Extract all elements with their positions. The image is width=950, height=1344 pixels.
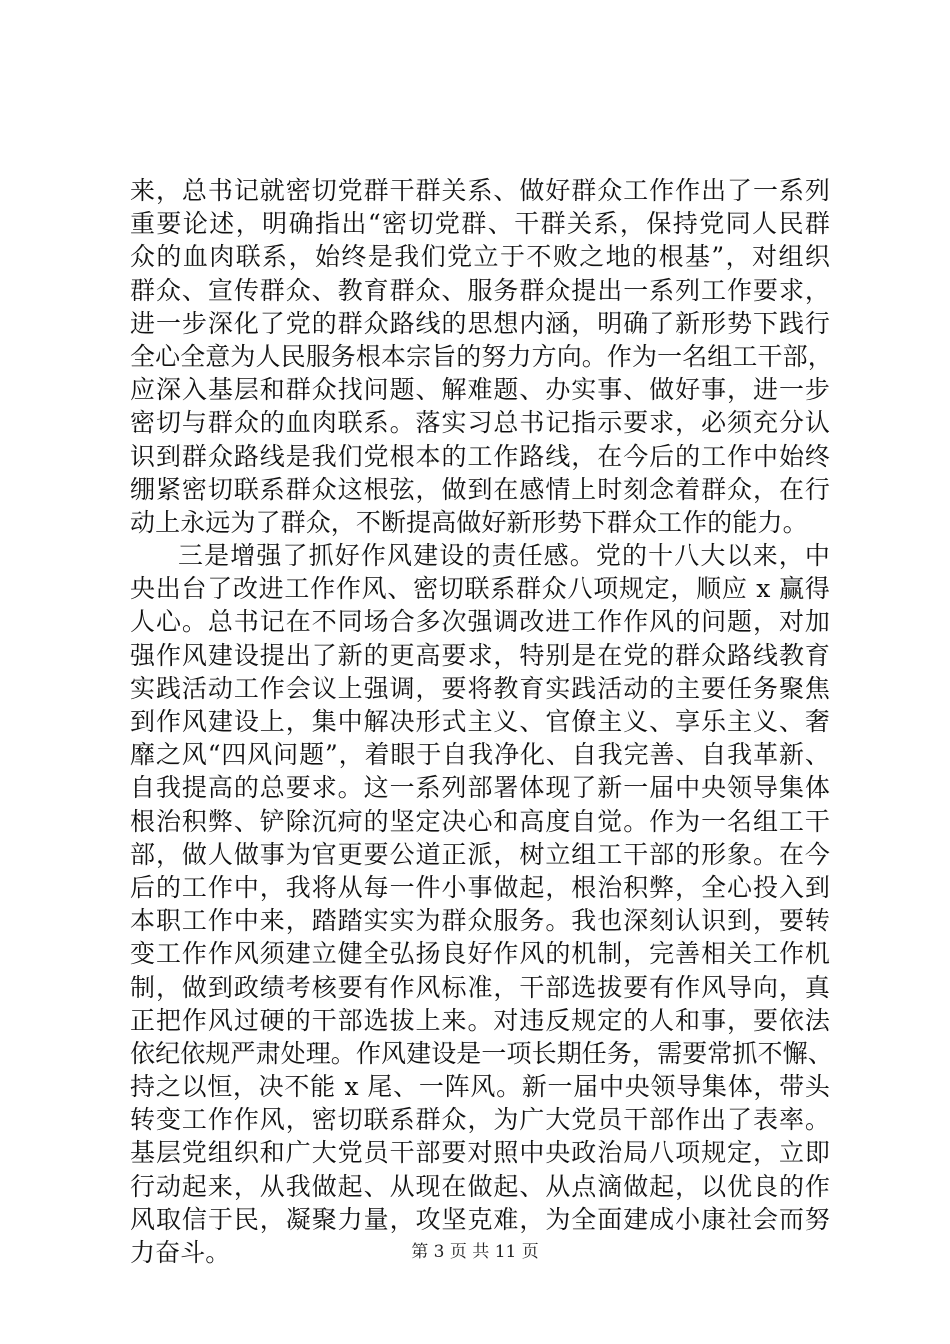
text-line: 实践活动工作会议上强调，要将教育实践活动的主要任务聚焦	[130, 673, 830, 703]
text-line: 到作风建设上，集中解决形式主义、官僚主义、享乐主义、奢	[130, 707, 830, 736]
text-line: 进一步深化了党的群众路线的思想内涵，明确了新形势下践行	[130, 308, 830, 338]
text-line: 正把作风过硬的干部选拔上来。对违反规定的人和事，要依法	[130, 1005, 830, 1035]
text-line: 众的血肉联系，始终是我们党立于不败之地的根基”，对组织	[130, 242, 830, 272]
body-text	[130, 174, 833, 1269]
text-line: 强作风建设提出了新的更高要求，特别是在党的群众路线教育	[130, 640, 830, 670]
text-line: 本职工作中来，踏踏实实为群众服务。我也深刻认识到，要转	[130, 906, 830, 936]
text-line: 自我提高的总要求。这一系列部署体现了新一届中央领导集体	[130, 773, 830, 803]
text-line: 央出台了改进工作作风、密切联系群众八项规定，顺应 x 赢得	[130, 574, 830, 604]
text-line: 基层党组织和广大党员干部要对照中央政治局八项规定，立即	[130, 1138, 830, 1168]
text-line: 密切与群众的血肉联系。落实习总书记指示要求，必须充分认	[130, 408, 830, 438]
text-line: 动上永远为了群众，不断提高做好新形势下群众工作的能力。	[130, 507, 808, 537]
page-number-footer: 第 3 页 共 11 页	[411, 1242, 539, 1262]
text-line: 人心。总书记在不同场合多次强调改进工作作风的问题，对加	[130, 607, 830, 637]
text-line: 变工作作风须建立健全弘扬良好作风的机制，完善相关工作机	[130, 939, 830, 969]
text-line: 群众、宣传群众、教育群众、服务群众提出一系列工作要求，	[130, 275, 830, 305]
text-line: 力奋斗。	[130, 1238, 231, 1267]
text-line: 部，做人做事为官更要公道正派，树立组工干部的形象。在今	[130, 839, 830, 869]
text-line: 行动起来，从我做起、从现在做起、从点滴做起，以优良的作	[130, 1171, 830, 1201]
text-line: 来，总书记就密切党群干群关系、做好群众工作作出了一系列	[130, 176, 830, 205]
text-line: 根治积弊、铲除沉疴的坚定决心和高度自觉。作为一名组工干	[130, 806, 830, 836]
text-line: 绷紧密切联系群众这根弦，做到在感情上时刻念着群众，在行	[130, 474, 830, 504]
text-line: 后的工作中，我将从每一件小事做起，根治积弊，全心投入到	[130, 872, 830, 902]
paragraph-first-line: 三是增强了抓好作风建设的责任感。党的十八大以来，中	[178, 541, 830, 571]
text-line: 应深入基层和群众找问题、解难题、办实事、做好事，进一步	[130, 375, 830, 405]
text-line: 依纪依规严肃处理。作风建设是一项长期任务，需要常抓不懈、	[130, 1038, 833, 1068]
text-line: 重要论述，明确指出“密切党群、干群关系，保持党同人民群	[130, 209, 830, 239]
text-line: 制，做到政绩考核要有作风标准，干部选拔要有作风导向，真	[130, 972, 830, 1002]
text-line: 持之以恒，决不能 x 尾、一阵风。新一届中央领导集体，带头	[130, 1072, 830, 1102]
text-line: 转变工作作风，密切联系群众，为广大党员干部作出了表率。	[130, 1105, 830, 1135]
text-line: 全心全意为人民服务根本宗旨的努力方向。作为一名组工干部，	[130, 341, 833, 371]
text-line: 风取信于民，凝聚力量，攻坚克难，为全面建成小康社会而努	[130, 1204, 830, 1234]
text-line: 靡之风“四风问题”，着眼于自我净化、自我完善、自我革新、	[130, 740, 830, 770]
text-line: 识到群众路线是我们党根本的工作路线，在今后的工作中始终	[130, 441, 830, 471]
